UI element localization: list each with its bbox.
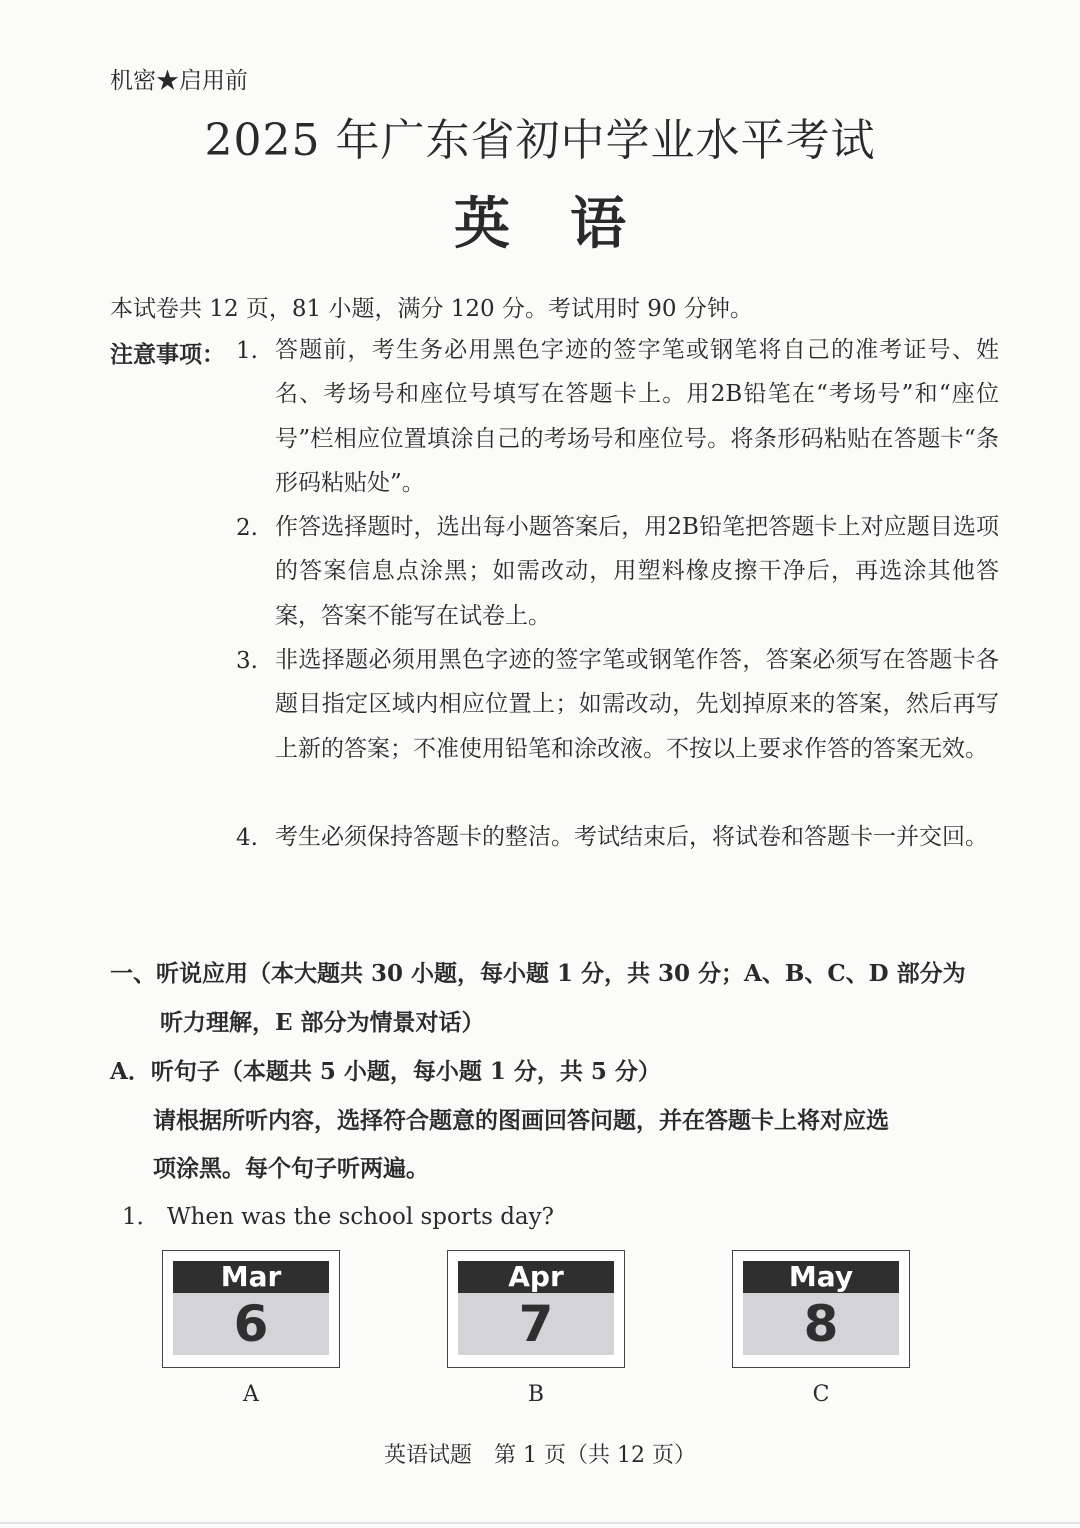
- calendar-month: Apr: [458, 1261, 614, 1293]
- calendar-option-c: [732, 1250, 910, 1368]
- page-footer: 英语试题 第 1 页（共 12 页）: [384, 1443, 696, 1468]
- note-text: 答题前，考生务必用黑色字迹的签字笔或钢笔将自己的准考证号、姓名、考场号和座位号填写在答题卡上。用2B铅笔在“考场号”和“座位号”栏相应位置填涂自己的考场号和座位号。将条形码粘贴在答题卡“条形码粘贴处”。: [275, 337, 999, 496]
- calendar-option-b: [447, 1250, 625, 1368]
- note-text: 考生必须保持答题卡的整洁。考试结束后，将试卷和答题卡一并交回。: [275, 824, 988, 850]
- confidential-label: 机密★启用前: [110, 68, 248, 94]
- note-number: 1.: [236, 338, 258, 364]
- option-label-c: C: [812, 1382, 830, 1407]
- notes-label: 注意事项：: [110, 341, 225, 368]
- calendar-day: 7: [458, 1293, 614, 1355]
- part-a-heading: A．听句子（本题共 5 小题，每小题 1 分，共 5 分）: [110, 1058, 661, 1085]
- calendar-day: 6: [173, 1293, 329, 1355]
- note-text: 非选择题必须用黑色字迹的签字笔或钢笔作答，答案必须写在答题卡各题目指定区域内相应位置上；如需改动，先划掉原来的答案，然后再写上新的答案；不准使用铅笔和涂改液。不按以上要求作答的答案无效。: [275, 647, 999, 762]
- section-heading: 一、听说应用（本大题共 30 小题，每小题 1 分，共 30 分；A、B、C、D 部分为: [110, 960, 966, 987]
- question-1: 1． When was the school sports day?: [122, 1204, 554, 1230]
- option-label-a: A: [243, 1382, 259, 1407]
- note-number: 2.: [236, 515, 258, 541]
- calendar-option-a: [162, 1250, 340, 1368]
- exam-title: 2025 年广东省初中学业水平考试: [204, 115, 876, 166]
- exam-intro: 本试卷共 12 页，81 小题，满分 120 分。考试用时 90 分钟。: [110, 296, 753, 322]
- note-text: 作答选择题时，选出每小题答案后，用2B铅笔把答题卡上对应题目选项的答案信息点涂黑；如需改动，用塑料橡皮擦干净后，再选涂其他答案，答案不能写在试卷上。: [275, 514, 999, 629]
- calendar-month: Mar: [173, 1261, 329, 1293]
- section-heading-cont: 听力理解，E 部分为情景对话）: [160, 1009, 485, 1036]
- calendar-day: 8: [743, 1293, 899, 1355]
- subject-title: 英语: [454, 191, 686, 257]
- calendar-month: May: [743, 1261, 899, 1293]
- part-a-instruction-cont: 项涂黑。每个句子听两遍。: [153, 1155, 429, 1182]
- note-number: 3.: [236, 648, 258, 674]
- note-number: 4.: [236, 825, 258, 851]
- option-label-b: B: [527, 1382, 545, 1407]
- part-a-instruction: 请根据所听内容，选择符合题意的图画回答问题，并在答题卡上将对应选: [153, 1107, 889, 1134]
- bottom-divider: [0, 1522, 1080, 1524]
